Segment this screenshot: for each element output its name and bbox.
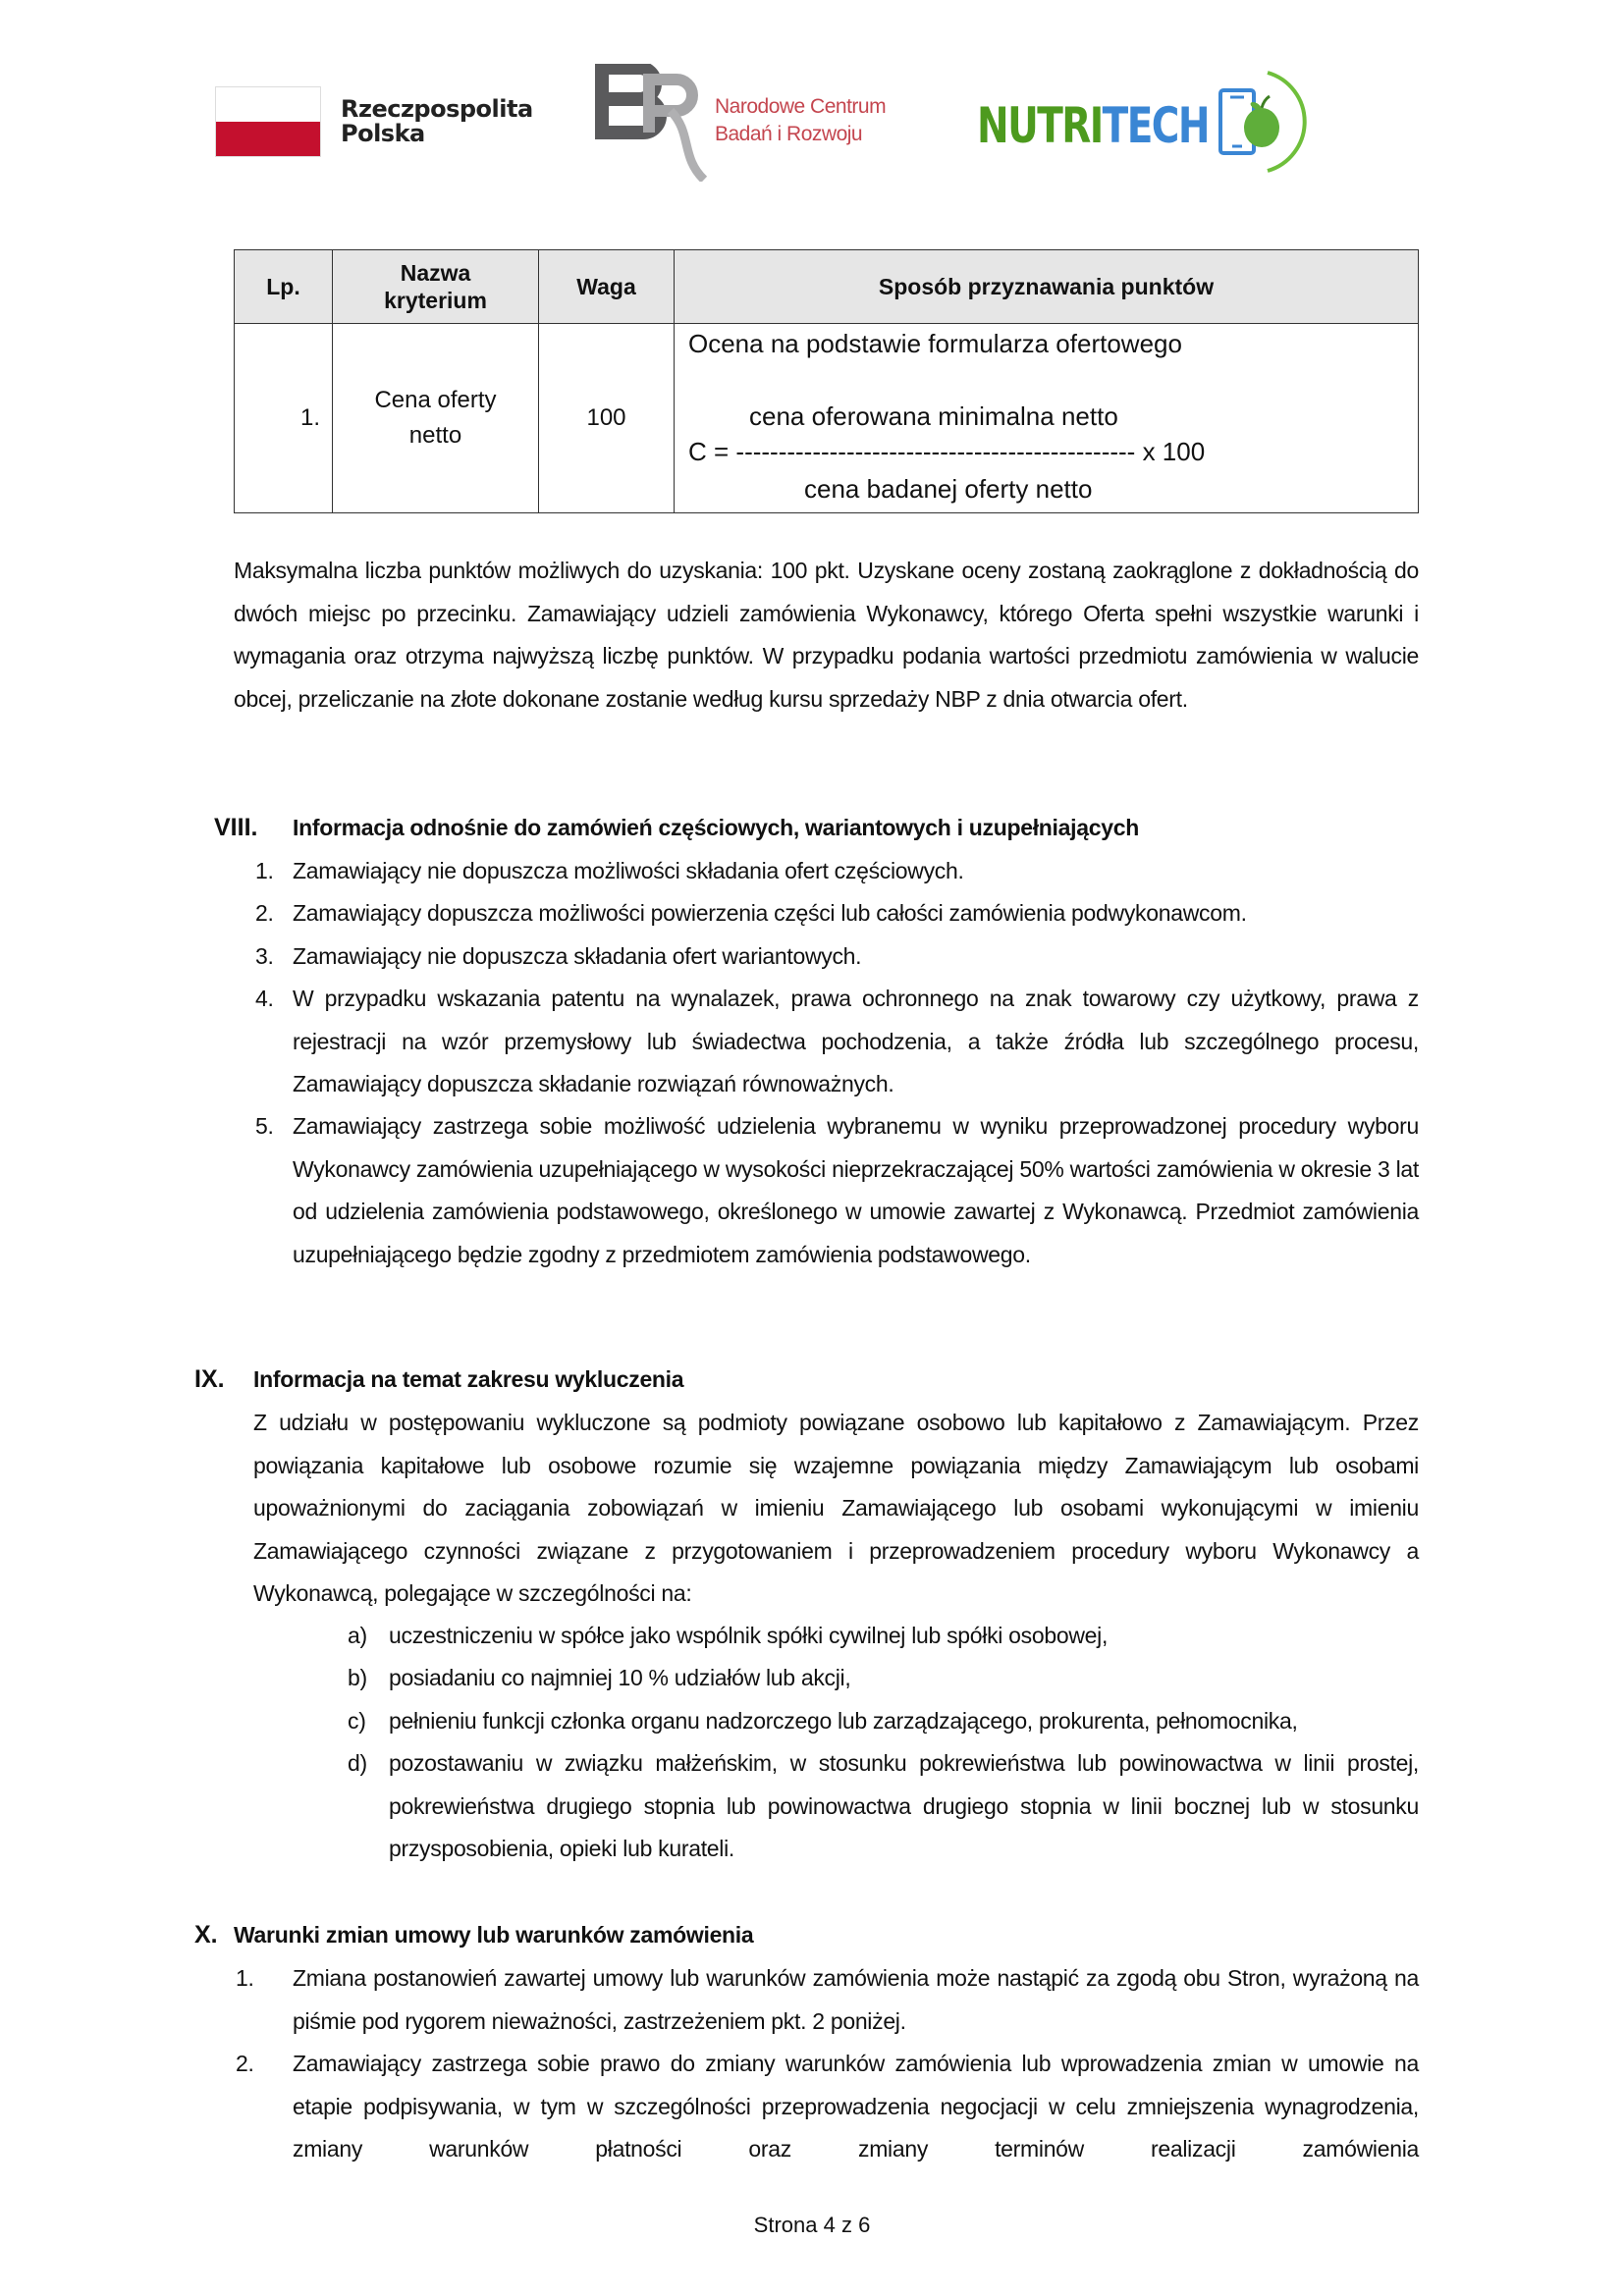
header-lp: Lp.	[235, 250, 333, 324]
logo-nutritech-part2: TECH	[1102, 97, 1209, 154]
list-item	[255, 892, 1419, 935]
section-title-ix: Informacja na temat zakresu wykluczenia	[253, 1366, 684, 1392]
list-item-number: 5.	[255, 1113, 274, 1139]
table-header-row	[235, 250, 1419, 324]
section-number-viii: VIII.	[214, 814, 258, 841]
logo-ncbr-line1: Narodowe Centrum	[715, 95, 887, 118]
list-item-number: 1.	[236, 1965, 254, 1991]
phone-apple-icon	[1213, 67, 1311, 175]
polish-flag-icon	[215, 86, 321, 157]
list-item-text: pozostawaniu w związku małżeńskim, w stosunku pokrewieństwa lub powinowactwa w linii prostej, pokrewieństwa drugiego stopnia lub powinowactwa drugiego stopnia w linii bocznej lub w stosunku przysposobienia, opieki lub kurateli.	[389, 1750, 1419, 1861]
formula-line: C = ----------------------------------------------- x 100	[688, 437, 1206, 466]
header-logos	[211, 59, 1321, 187]
logo-rzeczpospolita-polska	[215, 82, 533, 161]
header-weight: Waga	[539, 250, 675, 324]
list-item-letter: c)	[348, 1708, 366, 1734]
criteria-table	[234, 249, 1419, 513]
list-item	[348, 1700, 1419, 1743]
list-item-text: Zmiana postanowień zawartej umowy lub warunków zamówienia może nastąpić za zgodą obu Stron, wyrażoną na piśmie pod rygorem nieważności, zastrzeżeniem pkt. 2 poniżej.	[293, 1965, 1419, 2034]
header-criterion-name	[333, 250, 539, 324]
list-item-text: Zamawiający dopuszcza możliwości powierzenia części lub całości zamówienia podwykonawcom.	[293, 900, 1247, 926]
section-ix-intro: Z udziału w postępowaniu wykluczone są podmioty powiązane osobowo lub kapitałowo z Zamawiającym. Przez powiązania kapitałowe lub osobowe rozumie się wzajemne powiązania między Zamawiającym lub osobami upoważnionymi do zaciągania zobowiązań w imieniu Zamawiającego lub osobami wykonującymi w imieniu Zamawiającego czynności związane z przygotowaniem i przeprowadzeniem procedury wyboru Wykonawcy a Wykonawcą, polegające w szczególności na:	[253, 1410, 1419, 1606]
list-item	[236, 1957, 1419, 2043]
list-item-letter: d)	[348, 1750, 367, 1776]
list-item-number: 1.	[255, 858, 274, 883]
table-row	[235, 324, 1419, 513]
list-item-number: 3.	[255, 943, 274, 969]
header-method: Sposób przyznawania punktów	[675, 250, 1419, 324]
list-item-text: uczestniczeniu w spółce jako wspólnik spółki cywilnej lub spółki osobowej,	[389, 1623, 1109, 1648]
list-item	[348, 1615, 1419, 1658]
logo-nutritech	[977, 67, 1311, 175]
section-number-x: X.	[194, 1921, 218, 1949]
logo-ncbr-line2: Badań i Rozwoju	[715, 123, 863, 145]
header-name-line2: kryterium	[384, 288, 487, 313]
list-item-text: posiadaniu co najmniej 10 % udziałów lub akcji,	[389, 1665, 851, 1690]
section-number-ix: IX.	[194, 1365, 225, 1393]
page-number: Strona 4 z 6	[753, 2213, 871, 2237]
list-item	[348, 1742, 1419, 1871]
logo-rp-line1: Rzeczpospolita	[341, 95, 533, 123]
cell-criterion-name	[333, 324, 539, 513]
section-title-viii: Informacja odnośnie do zamówień częściowych, wariantowych i uzupełniających	[293, 815, 1139, 840]
list-item	[255, 1105, 1419, 1276]
formula-denominator: cena badanej oferty netto	[804, 474, 1093, 504]
list-item-number: 2.	[255, 900, 274, 926]
list-item	[255, 978, 1419, 1106]
list-item	[348, 1657, 1419, 1700]
list-item-number: 2.	[236, 2051, 254, 2076]
header-name-line1: Nazwa	[400, 260, 471, 286]
list-item-text: Zamawiający nie dopuszcza składania ofert wariantowych.	[293, 943, 862, 969]
criterion-name-line1: Cena oferty	[374, 387, 497, 413]
list-item-text: Zamawiający zastrzega sobie możliwość udzielenia wybranemu w wyniku przeprowadzonej procedury wyboru Wykonawcy zamówienia uzupełniającego w wysokości nieprzekraczającej 50% wartości zamówienia w okresie 3 lat od udzielenia zamówienia podstawowego, określonego w umowie zawartej z Wykonawcą. Przedmiot zamówienia uzupełniającego będzie zgodny z przedmiotem zamówienia podstawowego.	[293, 1113, 1419, 1267]
logo-rp-line2: Polska	[341, 120, 425, 147]
logo-nutritech-part1: NUTRI	[977, 97, 1103, 154]
scoring-paragraph: Maksymalna liczba punktów możliwych do uzyskania: 100 pkt. Uzyskane oceny zostaną zaokrąglone z dokładnością do dwóch miejsc po przecinku. Zamawiający udzieli zamówienia Wykonawcy, którego Oferta spełni wszystkie warunki i wymagania oraz otrzyma najwyższą liczbę punktów. W przypadku podania wartości przedmiotu zamówienia w walucie obcej, przeliczanie na złote dokonane zostanie według kursu sprzedaży NBP z dnia otwarcia ofert.	[234, 558, 1419, 712]
cell-weight: 100	[539, 324, 675, 513]
criterion-name-line2: netto	[408, 422, 462, 449]
list-item-letter: a)	[348, 1623, 367, 1648]
section-title-x: Warunki zmian umowy lub warunków zamówienia	[234, 1922, 754, 1948]
list-item	[255, 935, 1419, 979]
method-intro: Ocena na podstawie formularza ofertowego	[688, 329, 1182, 358]
list-item	[255, 850, 1419, 893]
list-item-text: W przypadku wskazania patentu na wynalazek, prawa ochronnego na znak towarowy czy użytkowy, prawa z rejestracji na wzór przemysłowy lub świadectwa pochodzenia, a także źródła lub szczególnego procesu, Zamawiający dopuszcza składanie rozwiązań równoważnych.	[293, 986, 1419, 1096]
list-item-text: pełnieniu funkcji członka organu nadzorczego lub zarządzającego, prokurenta, pełnomocnika,	[389, 1708, 1298, 1734]
list-item-text: Zamawiający zastrzega sobie prawo do zmiany warunków zamówienia lub wprowadzenia zmian w umowie na etapie podpisywania, w tym w szczególności przeprowadzenia negocjacji w celu zmniejszenia wynagrodzenia, zmiany warunków płatności oraz zmiany terminów realizacji zamówienia	[293, 2051, 1419, 2162]
logo-ncbr	[594, 64, 918, 182]
formula-numerator: cena oferowana minimalna netto	[749, 401, 1118, 431]
cell-lp: 1.	[235, 324, 333, 513]
list-item	[236, 2043, 1419, 2171]
cell-method	[675, 324, 1419, 513]
list-item-letter: b)	[348, 1665, 367, 1690]
list-item-number: 4.	[255, 986, 274, 1011]
list-item-text: Zamawiający nie dopuszcza możliwości składania ofert częściowych.	[293, 858, 964, 883]
